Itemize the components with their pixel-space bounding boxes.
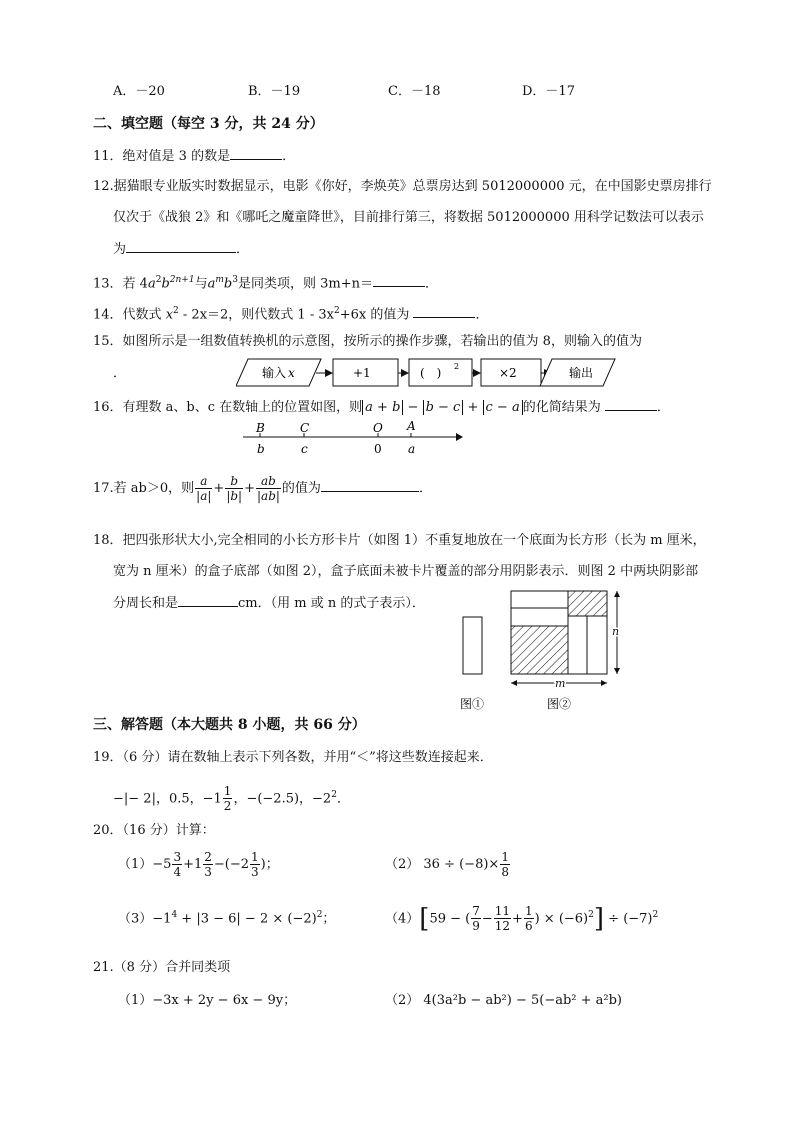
option-a: A．－20 [113, 84, 165, 99]
point-value-b: b [257, 442, 265, 456]
denominator: 9 [472, 919, 480, 934]
q11-end: ． [282, 149, 296, 164]
q20-part1 [118, 845, 279, 885]
denominator: 8 [501, 865, 509, 879]
expr: 59 − ( [429, 911, 471, 927]
fraction [256, 474, 281, 503]
expr: （2） 36 ÷ (−8)× [385, 857, 500, 872]
q20-title: 20．（16 分）计算： [93, 823, 215, 838]
answer-blank[interactable] [126, 240, 236, 253]
dimension-arrow [614, 668, 620, 674]
expr: )； [260, 857, 279, 872]
q19-number: ，−(−2.5)，−2 [233, 791, 332, 807]
q14-exp: 2 [333, 306, 340, 316]
axis-arrow [456, 433, 463, 441]
denominator: 4 [173, 865, 182, 879]
numerator: 1 [251, 850, 259, 864]
exponent: 2 [588, 910, 594, 920]
denominator: |a| [196, 489, 212, 503]
numerator: 11 [494, 904, 511, 919]
expr: ÷ (−7) [604, 911, 653, 927]
abs-expr: c − a [483, 400, 523, 415]
fraction [524, 904, 534, 933]
dimension-n-label: n [612, 625, 620, 638]
expr: + [512, 911, 523, 927]
q11-text: 11．绝对值是 3 的数是 [93, 149, 231, 164]
expr: +1 [183, 857, 203, 872]
q20-part3 [118, 906, 335, 928]
q13-var: a [207, 276, 216, 292]
input-var: x [288, 366, 295, 380]
dimension-arrow [614, 591, 620, 597]
q12-line3 [113, 240, 249, 259]
output-label: 输出 [569, 366, 594, 380]
q20-part2 [385, 845, 511, 885]
expr: − [481, 911, 493, 927]
dimension-arrow [601, 680, 607, 686]
exponent: 2 [316, 910, 323, 920]
fraction [471, 904, 481, 933]
shaded-region-top [568, 591, 607, 616]
point-value-c: c [301, 442, 308, 456]
fraction [250, 850, 260, 879]
q13-end: ． [424, 276, 438, 292]
q21-title: 21.（8 分）合并同类项 [93, 960, 231, 975]
point-label-c: C [300, 421, 310, 435]
plus-one-label: +1 [353, 366, 371, 380]
small-card [463, 617, 482, 674]
card-horizontal [511, 591, 568, 608]
numerator: ab [256, 474, 281, 489]
q13-post: 是同类项，则 3m+n＝ [237, 276, 373, 292]
fraction [494, 904, 511, 933]
expr: （1）−5 [118, 857, 172, 872]
expr: −(−2 [213, 857, 250, 872]
answer-blank[interactable] [230, 147, 282, 160]
expr: + |3 − 6| − 2 × (−2) [177, 911, 317, 927]
q21-part1: （1）−3x + 2y − 6x − 9y； [118, 993, 297, 1008]
option-c: C．－18 [388, 84, 441, 99]
option-d: D．－17 [522, 84, 575, 99]
numerator: 3 [173, 850, 182, 864]
expr: （4） [385, 911, 420, 927]
q18-text-post: cm．（用 m 或 n 的式子表示）． [238, 596, 425, 611]
question-16 [93, 398, 670, 417]
fraction [225, 474, 243, 503]
q19-end: ． [336, 791, 350, 807]
q14-end: ． [475, 307, 489, 323]
q13-var: b [161, 276, 170, 292]
q20-part4 [385, 895, 658, 935]
q14-pre: 14．代数式 [93, 307, 166, 323]
q16-pre: 16．有理数 a、b、c 在数轴上的位置如图，则 [93, 400, 363, 415]
times-two-label: ×2 [499, 366, 517, 380]
fraction [500, 850, 510, 879]
question-13 [93, 271, 438, 293]
card-figure [455, 584, 630, 714]
denominator: 3 [251, 865, 259, 879]
number-line-diagram [238, 418, 463, 458]
numerator: 2 [204, 850, 212, 864]
option-b: B．－19 [248, 84, 301, 99]
q12-line1: 12.据猫眼专业版实时数据显示，电影《你好，李焕英》总票房达到 5012000000 元，在中国影史票房排行 [93, 179, 712, 194]
q13-pre: 13．若 4 [93, 276, 148, 292]
q14-post: +6x 的值为 [339, 307, 414, 323]
q17-end: ． [418, 481, 432, 496]
fraction [172, 850, 182, 879]
q16-post: 的化简结果为 [522, 400, 601, 415]
answer-blank[interactable] [178, 594, 238, 607]
card-vertical [587, 616, 607, 674]
expr: ； [322, 911, 336, 927]
shaded-region-bottom [511, 626, 568, 674]
question-17: 17.若 ab＞0，则 $\frac{a}{|a|}$ + $\frac{b}{|b|}$ + $\frac{ab}{|ab|}$ 的值为 ． [93, 474, 432, 503]
q18-line1: 18．把四张形状大小,完全相同的小长方形卡片（如图 1）不重复地放在一个底面为长方形（长为 m 厘米， [93, 533, 706, 548]
denominator: 6 [524, 919, 533, 934]
q13-mid: 与 [194, 276, 208, 292]
square-exp: 2 [454, 362, 460, 371]
fraction [195, 474, 212, 503]
q13-var: b [223, 276, 233, 292]
abs-expr: a + b [362, 400, 403, 415]
figure-1-caption: 图① [460, 697, 485, 711]
denominator: 2 [223, 799, 232, 814]
q14-mid: - 2x＝2，则代数式 1 - 3x [178, 307, 334, 323]
q18-line3 [113, 594, 425, 613]
q19-numbers [113, 775, 350, 815]
dimension-m-label: m [555, 677, 566, 690]
numerator: a [195, 474, 212, 489]
point-value-a: a [408, 442, 416, 456]
q19-line1: 19．（6 分）请在数轴上表示下列各数，并用“＜”将这些数连接起来． [93, 750, 493, 765]
q13-exp: 2n+1 [169, 275, 195, 285]
q19-number: −|− 2|，0.5，−1 [113, 791, 222, 807]
section-title-solve: 三、解答题（本大题共 8 小题，共 66 分） [93, 717, 366, 733]
answer-blank[interactable] [373, 274, 425, 287]
denominator: |ab| [257, 489, 280, 503]
numerator: 1 [524, 904, 533, 919]
q13-exp: m [215, 275, 224, 285]
question-14 [93, 302, 488, 324]
square-label: ( ) [420, 366, 442, 380]
q18-text: 分周长和是 [113, 596, 179, 611]
numerator: 7 [472, 904, 480, 919]
numerator: 1 [501, 850, 509, 864]
conversion-machine-diagram [236, 356, 616, 390]
q18-line2: 宽为 n 厘米）的盒子底部（如图 2），盒子底面未被卡片覆盖的部分用阴影表示．则图 2 中两块阴影部 [113, 564, 699, 579]
card-vertical [568, 616, 587, 674]
exponent: 4 [171, 910, 178, 920]
exponent: 2 [652, 910, 659, 920]
q14-var: x [165, 307, 174, 323]
q12-text: 为 [113, 242, 127, 257]
operator: + [463, 400, 483, 415]
bracket-right: ] [593, 903, 605, 934]
question-11 [93, 147, 295, 166]
q17-pre: 17.若 ab＞0，则 [93, 481, 195, 496]
answer-blank[interactable] [321, 479, 419, 492]
expr: ) × (−6) [534, 911, 589, 927]
abs-expr: b − c [423, 400, 464, 415]
expr: （3）−1 [118, 911, 172, 927]
q16-end: ． [656, 400, 670, 415]
fraction [223, 784, 233, 813]
figure-2-caption: 图② [547, 697, 572, 711]
point-label-o: O [373, 421, 383, 435]
fraction [203, 850, 213, 879]
input-label: 输入 [262, 366, 287, 380]
bracket-left: [ [419, 903, 430, 934]
point-value-o: 0 [374, 442, 382, 456]
answer-blank[interactable] [605, 398, 657, 411]
q21-part2: （2） 4(3a²b − ab²) − 5(−ab² + a²b) [385, 993, 623, 1008]
dimension-arrow [511, 680, 517, 686]
exponent: 2 [331, 790, 337, 800]
q13-exp: 2 [155, 275, 162, 285]
denominator: 3 [204, 865, 212, 879]
denominator: |b| [226, 489, 243, 503]
numerator: 1 [223, 784, 232, 799]
q12-end: ． [236, 242, 250, 257]
point-label-b: B [256, 421, 265, 435]
q13-exp: 3 [232, 275, 238, 285]
answer-blank[interactable] [413, 305, 475, 318]
q15-line1: 15．如图所示是一组数值转换机的示意图，按所示的操作步骤，若输出的值为 8，则输入的值为 [93, 334, 642, 349]
operator: − [403, 400, 423, 415]
q13-var: a [147, 276, 156, 292]
point-label-a: A [407, 419, 416, 433]
numerator: b [225, 474, 243, 489]
q12-line2: 仅次于《战狼 2》和《哪吒之魔童降世》，目前排行第三，将数据 5012000000 用科学记数法可以表示 [113, 210, 704, 225]
q15-line2: ． [113, 366, 127, 381]
q17-post: 的值为 [281, 481, 321, 496]
q14-exp: 2 [173, 306, 179, 316]
card-horizontal [511, 608, 568, 626]
denominator: 12 [494, 919, 511, 934]
section-title-fill-in: 二、填空题（每空 3 分，共 24 分） [93, 116, 324, 132]
